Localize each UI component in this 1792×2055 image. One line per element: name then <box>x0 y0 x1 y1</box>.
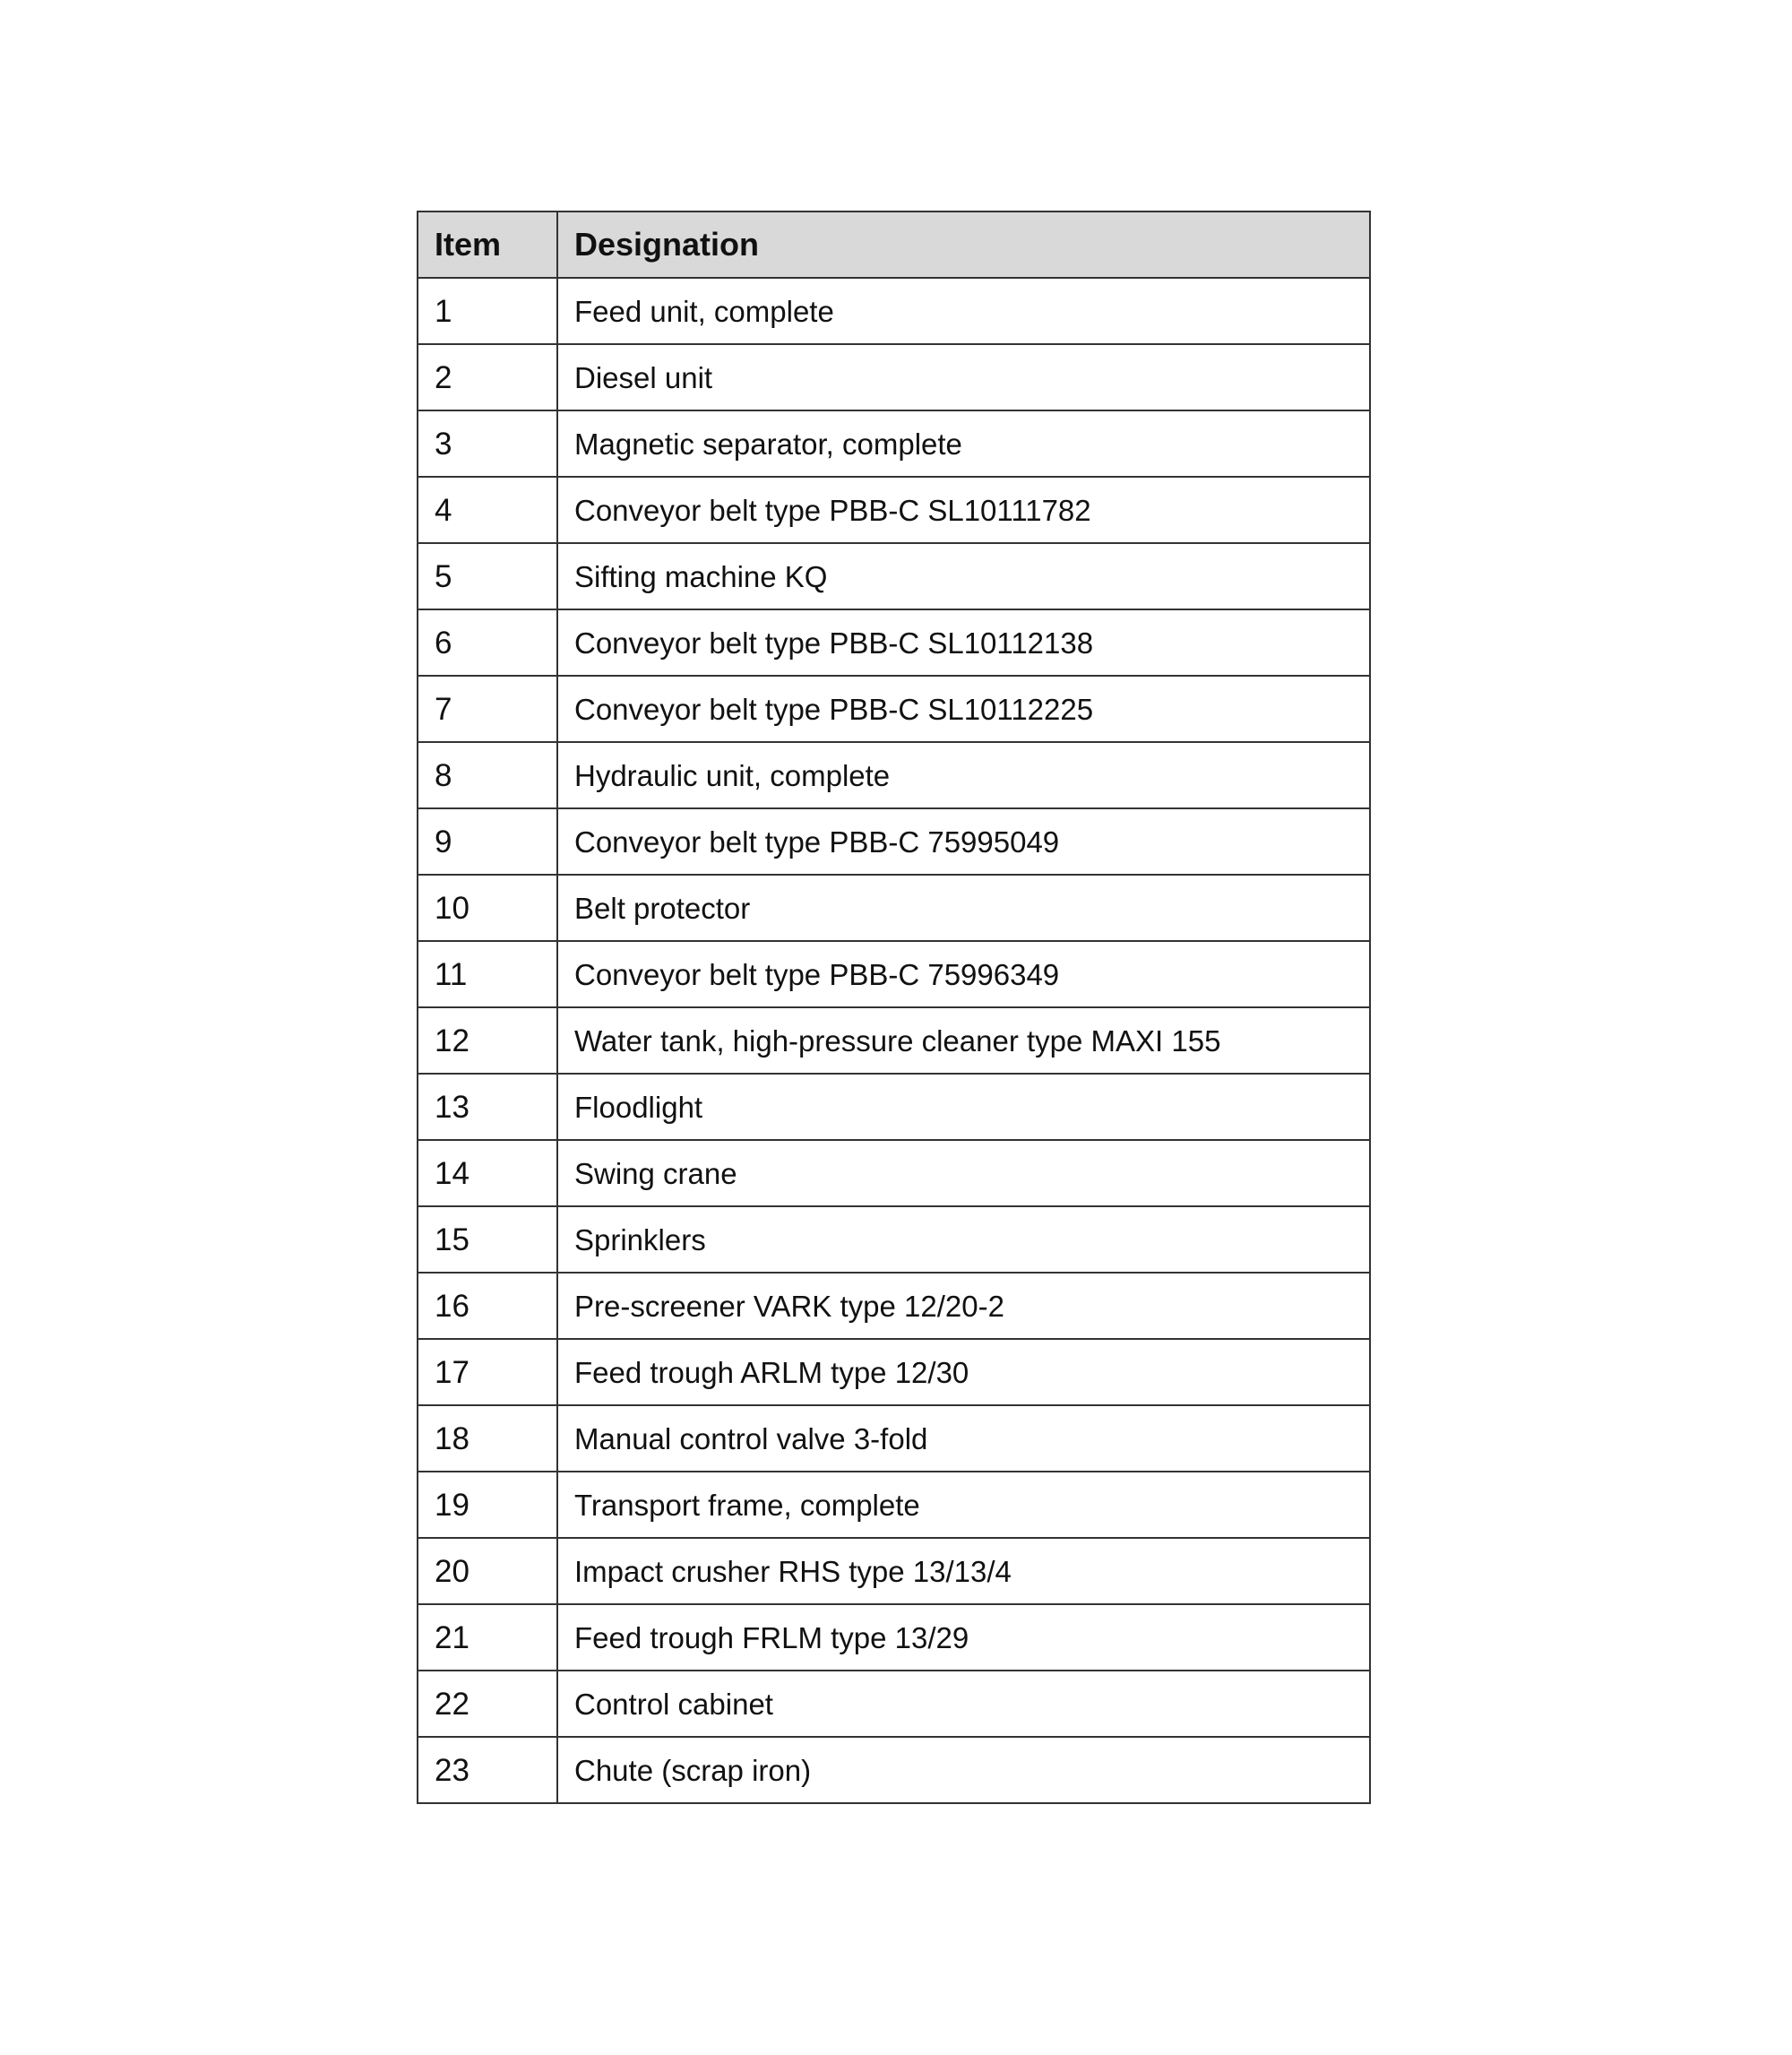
item-number-cell: 12 <box>418 1007 557 1074</box>
designation-cell: Sprinklers <box>557 1206 1370 1273</box>
table-row <box>418 875 1370 941</box>
item-number-cell: 18 <box>418 1405 557 1472</box>
table-row <box>418 1538 1370 1604</box>
table-row <box>418 1604 1370 1671</box>
designation-cell: Feed unit, complete <box>557 278 1370 344</box>
table-row <box>418 1671 1370 1737</box>
table-header <box>418 212 1370 278</box>
table-row <box>418 1737 1370 1803</box>
designation-cell: Hydraulic unit, complete <box>557 742 1370 808</box>
table-row <box>418 410 1370 477</box>
item-number-cell: 7 <box>418 676 557 742</box>
designation-cell: Belt protector <box>557 875 1370 941</box>
designation-cell: Chute (scrap iron) <box>557 1737 1370 1803</box>
table-row <box>418 742 1370 808</box>
table-row <box>418 278 1370 344</box>
parts-table <box>417 211 1371 1804</box>
item-number-cell: 19 <box>418 1472 557 1538</box>
item-number-cell: 6 <box>418 609 557 676</box>
table-row <box>418 1140 1370 1206</box>
designation-cell: Pre-screener VARK type 12/20-2 <box>557 1273 1370 1339</box>
designation-cell: Magnetic separator, complete <box>557 410 1370 477</box>
designation-cell: Water tank, high-pressure cleaner type MAXI 155 <box>557 1007 1370 1074</box>
designation-cell: Conveyor belt type PBB-C SL10112225 <box>557 676 1370 742</box>
designation-cell: Conveyor belt type PBB-C 75995049 <box>557 808 1370 875</box>
designation-cell: Conveyor belt type PBB-C SL10111782 <box>557 477 1370 543</box>
table-row <box>418 676 1370 742</box>
table-row <box>418 344 1370 410</box>
designation-cell: Control cabinet <box>557 1671 1370 1737</box>
table-row <box>418 1339 1370 1405</box>
item-number-cell: 15 <box>418 1206 557 1273</box>
header-item: Item <box>418 212 557 278</box>
designation-cell: Floodlight <box>557 1074 1370 1140</box>
designation-cell: Conveyor belt type PBB-C SL10112138 <box>557 609 1370 676</box>
item-number-cell: 8 <box>418 742 557 808</box>
table-row <box>418 1206 1370 1273</box>
designation-cell: Conveyor belt type PBB-C 75996349 <box>557 941 1370 1007</box>
table-row <box>418 1273 1370 1339</box>
designation-cell: Transport frame, complete <box>557 1472 1370 1538</box>
designation-cell: Impact crusher RHS type 13/13/4 <box>557 1538 1370 1604</box>
item-number-cell: 23 <box>418 1737 557 1803</box>
item-number-cell: 2 <box>418 344 557 410</box>
item-number-cell: 4 <box>418 477 557 543</box>
item-number-cell: 17 <box>418 1339 557 1405</box>
table-row <box>418 609 1370 676</box>
designation-cell: Sifting machine KQ <box>557 543 1370 609</box>
designation-cell: Manual control valve 3-fold <box>557 1405 1370 1472</box>
table-row <box>418 808 1370 875</box>
item-number-cell: 20 <box>418 1538 557 1604</box>
item-number-cell: 11 <box>418 941 557 1007</box>
table-row <box>418 1405 1370 1472</box>
table-row <box>418 941 1370 1007</box>
item-number-cell: 21 <box>418 1604 557 1671</box>
designation-cell: Feed trough ARLM type 12/30 <box>557 1339 1370 1405</box>
item-number-cell: 14 <box>418 1140 557 1206</box>
item-number-cell: 22 <box>418 1671 557 1737</box>
item-number-cell: 3 <box>418 410 557 477</box>
header-designation: Designation <box>557 212 1370 278</box>
item-number-cell: 13 <box>418 1074 557 1140</box>
table-row <box>418 477 1370 543</box>
designation-cell: Swing crane <box>557 1140 1370 1206</box>
item-number-cell: 1 <box>418 278 557 344</box>
table-row <box>418 1472 1370 1538</box>
header-row <box>418 212 1370 278</box>
table-body <box>418 278 1370 1803</box>
table-row <box>418 1074 1370 1140</box>
item-number-cell: 10 <box>418 875 557 941</box>
table-row <box>418 543 1370 609</box>
table-row <box>418 1007 1370 1074</box>
item-number-cell: 16 <box>418 1273 557 1339</box>
designation-cell: Feed trough FRLM type 13/29 <box>557 1604 1370 1671</box>
item-number-cell: 9 <box>418 808 557 875</box>
designation-cell: Diesel unit <box>557 344 1370 410</box>
item-number-cell: 5 <box>418 543 557 609</box>
